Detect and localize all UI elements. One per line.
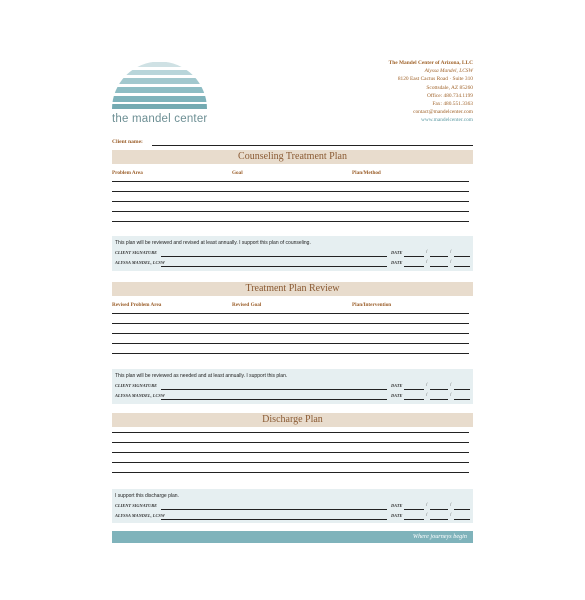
practitioner-name: Alyssa Mandel, LCSW — [424, 68, 473, 75]
date-month-field[interactable] — [404, 256, 424, 257]
fax-number: Fax: 480.551.3363 — [432, 101, 473, 108]
clinician-signature-row — [115, 393, 470, 401]
date-month-field[interactable] — [404, 399, 424, 400]
organization-name: The Mandel Center of Arizona, LLC — [388, 60, 473, 66]
date-day-field[interactable] — [430, 389, 448, 390]
date-slash: / — [426, 513, 428, 518]
review-line[interactable] — [112, 313, 469, 314]
date-label: DATE — [391, 513, 403, 518]
date-label: DATE — [391, 503, 403, 508]
client-signature-row — [115, 383, 470, 391]
client-signature-label: CLIENT SIGNATURE — [115, 250, 158, 255]
review-statement: This plan will be reviewed as needed and at least annually. I support this plan. — [115, 373, 288, 379]
date-year-field[interactable] — [454, 399, 470, 400]
date-year-field[interactable] — [454, 389, 470, 390]
logo-wordmark: the mandel center — [112, 113, 208, 125]
date-slash: / — [426, 260, 428, 265]
date-label: DATE — [391, 383, 403, 388]
discharge-statement: I support this discharge plan. — [115, 493, 179, 499]
client-name-field[interactable] — [152, 145, 473, 146]
date-slash: / — [450, 393, 452, 398]
office-phone: Office: 480.734.1199 — [427, 92, 473, 99]
client-signature-field[interactable] — [161, 509, 387, 510]
sunrise-stripes-icon — [112, 62, 207, 110]
city-state-zip: Scottsdale, AZ 85260 — [426, 84, 473, 91]
email-address[interactable]: contact@mandelcenter.com — [413, 109, 473, 116]
date-slash: / — [426, 393, 428, 398]
website-link[interactable]: www.mandelcenter.com — [420, 117, 473, 124]
date-slash: / — [426, 383, 428, 388]
client-name-label: Client name: — [112, 139, 143, 145]
discharge-line[interactable] — [112, 432, 469, 433]
date-day-field[interactable] — [430, 519, 448, 520]
date-slash: / — [450, 513, 452, 518]
column-revised-problem-area: Revised Problem Area — [112, 302, 162, 308]
review-signature-box — [112, 369, 473, 404]
client-signature-field[interactable] — [161, 256, 387, 257]
date-slash: / — [426, 503, 428, 508]
client-signature-row — [115, 250, 470, 258]
client-signature-label: CLIENT SIGNATURE — [115, 503, 158, 508]
review-line[interactable] — [112, 353, 469, 354]
contact-address-block — [389, 59, 473, 125]
clinician-signature-field[interactable] — [161, 519, 387, 520]
date-month-field[interactable] — [404, 519, 424, 520]
discharge-plan-header: Discharge Plan — [112, 413, 473, 427]
client-signature-field[interactable] — [161, 389, 387, 390]
discharge-line[interactable] — [112, 462, 469, 463]
date-month-field[interactable] — [404, 509, 424, 510]
treatment-review-columns — [112, 302, 473, 309]
discharge-line[interactable] — [112, 442, 469, 443]
date-label: DATE — [391, 260, 403, 265]
review-line[interactable] — [112, 323, 469, 324]
date-day-field[interactable] — [430, 266, 448, 267]
treatment-line[interactable] — [112, 211, 469, 212]
clinician-signature-row — [115, 260, 470, 268]
clinician-signature-label: ALYSSA MANDEL, LCSW — [115, 513, 165, 518]
clinician-signature-field[interactable] — [161, 399, 387, 400]
clinician-signature-label: ALYSSA MANDEL, LCSW — [115, 393, 165, 398]
treatment-signature-box — [112, 236, 473, 271]
date-slash: / — [450, 250, 452, 255]
date-slash: / — [450, 503, 452, 508]
date-label: DATE — [391, 250, 403, 255]
date-year-field[interactable] — [454, 509, 470, 510]
discharge-line[interactable] — [112, 472, 469, 473]
treatment-line[interactable] — [112, 181, 469, 182]
discharge-line[interactable] — [112, 452, 469, 453]
discharge-signature-box — [112, 489, 473, 523]
date-label: DATE — [391, 393, 403, 398]
treatment-plan-header: Counseling Treatment Plan — [112, 150, 473, 164]
date-day-field[interactable] — [430, 509, 448, 510]
date-year-field[interactable] — [454, 519, 470, 520]
clinician-signature-row — [115, 513, 470, 521]
footer-tagline: Where journeys begin — [412, 533, 467, 540]
review-line[interactable] — [112, 333, 469, 334]
date-slash: / — [450, 260, 452, 265]
date-year-field[interactable] — [454, 266, 470, 267]
date-month-field[interactable] — [404, 266, 424, 267]
treatment-line[interactable] — [112, 201, 469, 202]
column-goal: Goal — [232, 170, 243, 176]
date-month-field[interactable] — [404, 389, 424, 390]
date-day-field[interactable] — [430, 256, 448, 257]
treatment-line[interactable] — [112, 191, 469, 192]
column-problem-area: Problem Area — [112, 170, 143, 176]
treatment-plan-columns — [112, 170, 473, 177]
column-revised-goal: Revised Goal — [232, 302, 262, 308]
clinician-signature-field[interactable] — [161, 266, 387, 267]
street-address: 8120 East Cactus Road · Suite 310 — [397, 76, 473, 83]
footer-tagline-bar — [112, 531, 473, 543]
date-slash: / — [450, 383, 452, 388]
review-line[interactable] — [112, 343, 469, 344]
treatment-statement: This plan will be reviewed and revised at least annually. I support this plan of counseling. — [115, 240, 311, 246]
column-plan-intervention: Plan/Intervention — [352, 302, 392, 308]
treatment-line[interactable] — [112, 221, 469, 222]
date-slash: / — [426, 250, 428, 255]
clinician-signature-label: ALYSSA MANDEL, LCSW — [115, 260, 165, 265]
column-plan-method: Plan/Method — [352, 170, 381, 176]
date-year-field[interactable] — [454, 256, 470, 257]
client-signature-row — [115, 503, 470, 511]
client-signature-label: CLIENT SIGNATURE — [115, 383, 158, 388]
treatment-review-header: Treatment Plan Review — [112, 282, 473, 296]
date-day-field[interactable] — [430, 399, 448, 400]
client-name-row — [112, 139, 473, 147]
